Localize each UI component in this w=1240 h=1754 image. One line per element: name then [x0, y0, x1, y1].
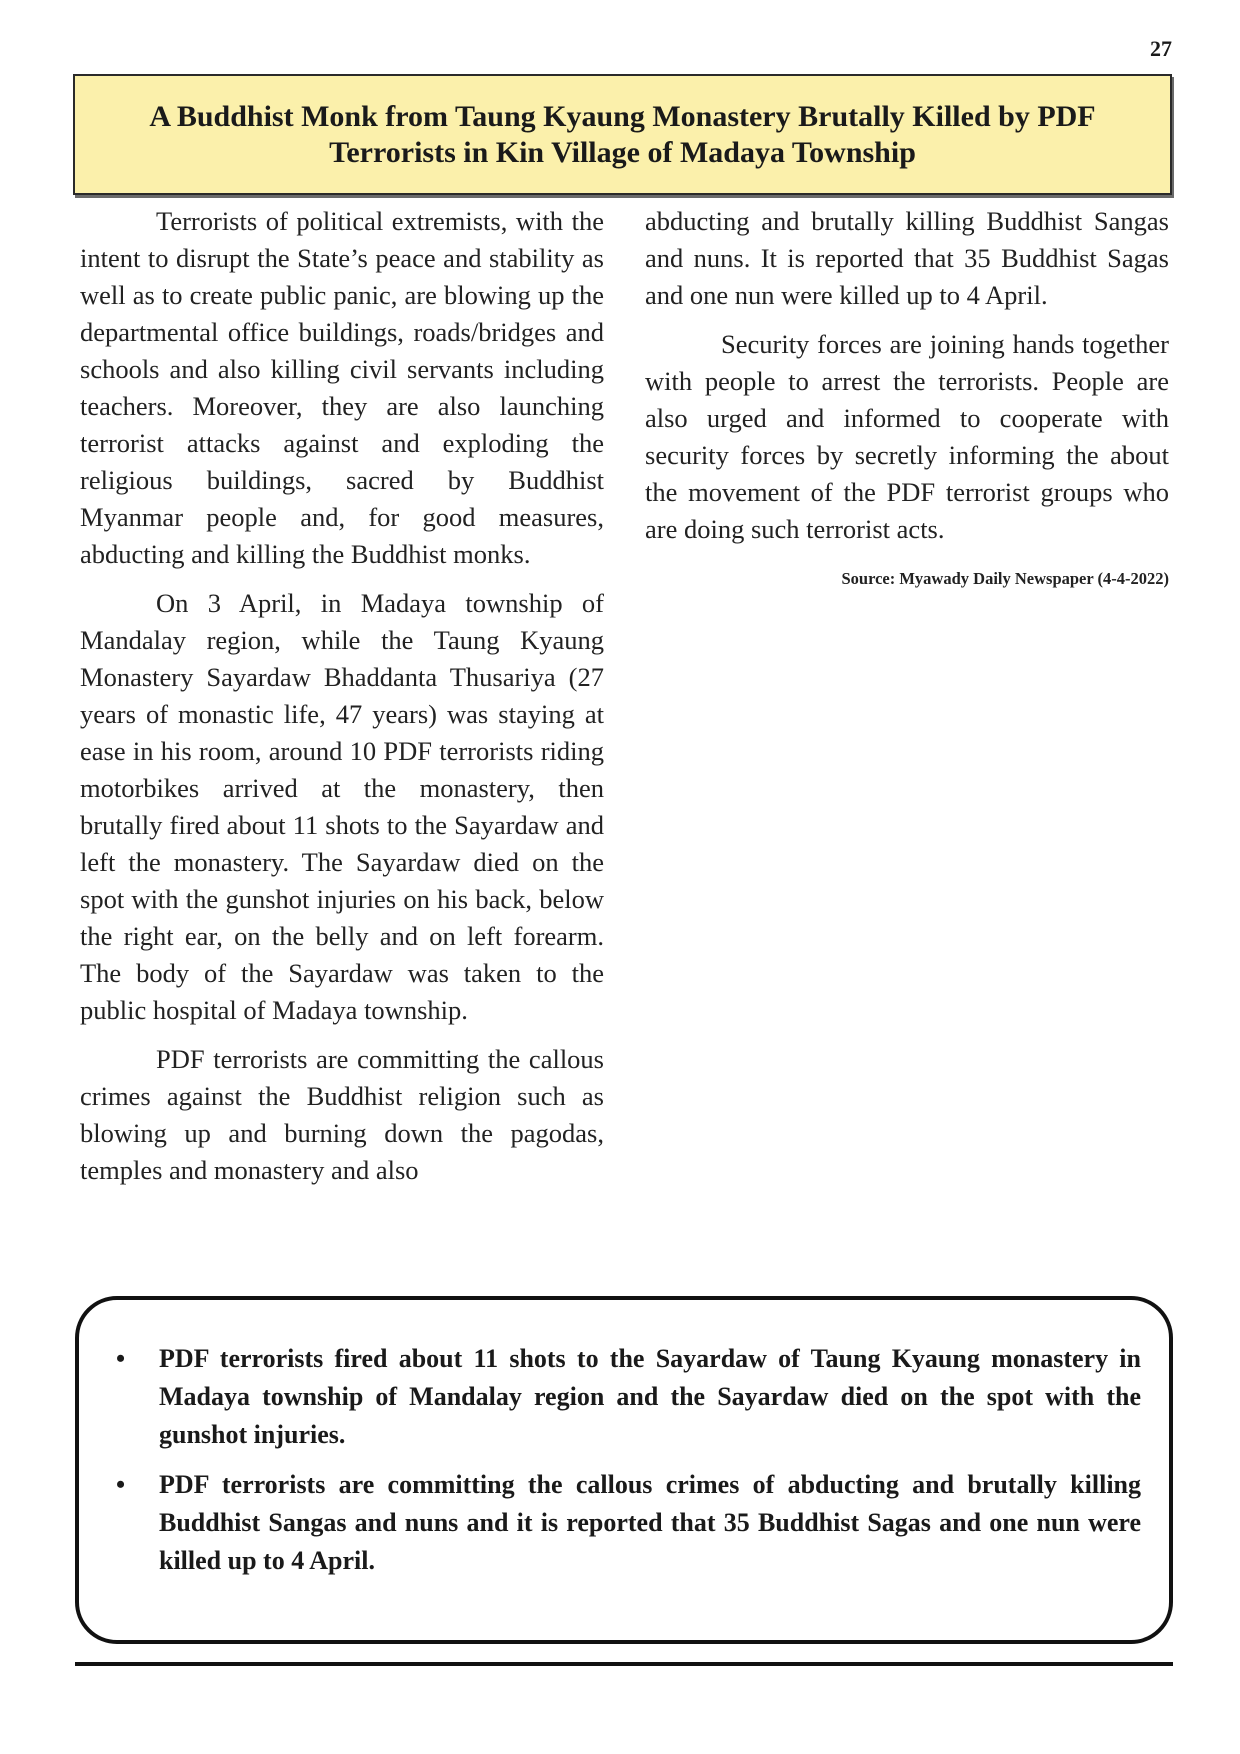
source-citation: Source: Myawady Daily Newspaper (4-4-2022) [841, 569, 1169, 588]
summary-item [101, 1466, 1141, 1580]
article-paragraph: Security forces are joining hands together with people to arrest the terrorists. People are also urged and informed to cooperate with security forces by secretly informing the about the movement of the PDF terrorist groups who are doing such terrorist acts. [645, 329, 1169, 544]
page-number: 27 [1150, 36, 1172, 61]
summary-item-text: PDF terrorists are committing the callous crimes of abducting and brutally killing Buddhist Sangas and nuns and it is reported that 35 Buddhist Sagas and one nun were killed up to 4 April. [159, 1470, 1141, 1575]
summary-item-text: PDF terrorists fired about 11 shots to the Sayardaw of Taung Kyaung monastery in Madaya township of Mandalay region and the Sayardaw died on the spot with the gunshot injuries. [159, 1344, 1141, 1449]
article-title: A Buddhist Monk from Taung Kyaung Monastery Brutally Killed by PDF Terrorists in Kin Village of Madaya Township [149, 99, 1096, 169]
bottom-divider [75, 1662, 1173, 1666]
article-column-right [645, 203, 1169, 609]
article-column-left [80, 203, 604, 1201]
title-banner [73, 74, 1172, 195]
article-paragraph: Terrorists of political extremists, with the intent to disrupt the State’s peace and stability as well as to create public panic, are blowing up the departmental office buildings, roads/bridges and schools and also killing civil servants including teachers. Moreover, they are also launching terrorist attacks against and exploding the religious buildings, sacred by Buddhist Myanmar people and, for good measures, abducting and killing the Buddhist monks. [80, 206, 604, 569]
bullet-icon: • [116, 1470, 126, 1499]
article-paragraph: PDF terrorists are committing the callous crimes against the Buddhist religion such as blowing up and burning down the pagodas, temples and monastery and also [80, 1044, 604, 1185]
article-paragraph: On 3 April, in Madaya township of Mandalay region, while the Taung Kyaung Monastery Sayardaw Bhaddanta Thusariya (27 years of monastic life, 47 years) was staying at ease in his room, around 10 PDF terrorists riding motorbikes arrived at the monastery, then brutally fired about 11 shots to the Sayardaw and left the monastery. The Sayardaw died on the spot with the gunshot injuries on his back, below the right ear, on the belly and on left forearm. The body of the Sayardaw was taken to the public hospital of Madaya township. [80, 588, 604, 1025]
summary-item [101, 1340, 1141, 1454]
article-paragraph: abducting and brutally killing Buddhist Sangas and nuns. It is reported that 35 Buddhist Sagas and one nun were killed up to 4 April. [645, 206, 1169, 310]
summary-box [75, 1296, 1173, 1644]
bullet-icon: • [116, 1344, 126, 1373]
summary-list [101, 1340, 1141, 1580]
